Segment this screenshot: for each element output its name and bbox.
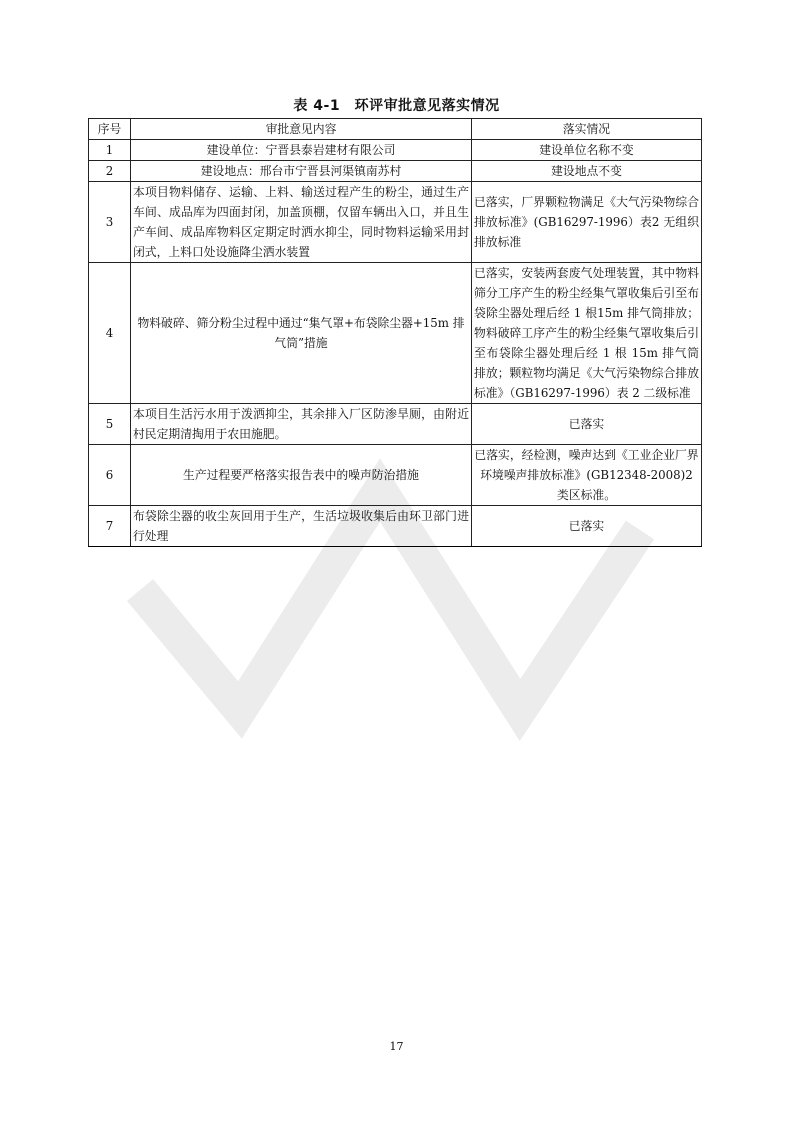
page-number: 17 [389,1040,404,1053]
row-serial-no: 5 [89,404,131,445]
approval-opinion-table [88,118,702,547]
row-serial-no: 3 [89,182,131,263]
row-opinion: 建设单位：宁晋县泰岩建材有限公司 [131,140,472,161]
table-row [89,263,702,404]
table-header-row [89,119,702,140]
row-opinion: 本项目物料储存、运输、上料、输送过程产生的粉尘，通过生产车间、成品库为四面封闭，加盖顶棚，仅留车辆出入口，并且生产车间、成品库物料区定期定时洒水抑尘，同时物料运输采用封闭式，上料口处设施降尘洒水装置 [131,182,472,263]
row-status: 已落实 [472,404,702,445]
table-title: 表 4-1 环评审批意见落实情况 [293,98,500,114]
header-approval-opinion: 审批意见内容 [131,119,472,140]
row-status: 已落实 [472,506,702,547]
row-serial-no: 2 [89,161,131,182]
row-status: 建设单位名称不变 [472,140,702,161]
row-serial-no: 6 [89,445,131,506]
header-implementation-status: 落实情况 [472,119,702,140]
row-opinion: 生产过程要严格落实报告表中的噪声防治措施 [131,445,472,506]
table-row [89,506,702,547]
row-opinion: 建设地点：邢台市宁晋县河渠镇南苏村 [131,161,472,182]
row-opinion: 物料破碎、筛分粉尘过程中通过“集气罩+布袋除尘器+15m 排气筒”措施 [131,263,472,404]
table-row [89,140,702,161]
table-row [89,161,702,182]
table-row [89,182,702,263]
table-row [89,445,702,506]
row-status: 已落实，厂界颗粒物满足《大气污染物综合排放标准》(GB16297-1996）表2 无组织排放标准 [472,182,702,263]
row-serial-no: 7 [89,506,131,547]
row-opinion: 布袋除尘器的收尘灰回用于生产，生活垃圾收集后由环卫部门进行处理 [131,506,472,547]
table-row [89,404,702,445]
row-status: 已落实，安装两套废气处理装置，其中物料筛分工序产生的粉尘经集气罩收集后引至布袋除尘器处理后经 1 根15m 排气筒排放；物料破碎工序产生的粉尘经集气罩收集后引至布袋除尘器处理后经 1 根 15m 排气筒排放；颗粒物均满足《大气污染物综合排放标准》（GB16297-1996）表 2 二级标准 [472,263,702,404]
row-opinion: 本项目生活污水用于泼洒抑尘，其余排入厂区防渗旱厕，由附近村民定期清掏用于农田施肥。 [131,404,472,445]
row-serial-no: 4 [89,263,131,404]
row-status: 建设地点不变 [472,161,702,182]
row-status: 已落实，经检测，噪声达到《工业企业厂界环境噪声排放标准》(GB12348-2008)2 类区标准。 [472,445,702,506]
header-serial-no: 序号 [89,119,131,140]
row-serial-no: 1 [89,140,131,161]
